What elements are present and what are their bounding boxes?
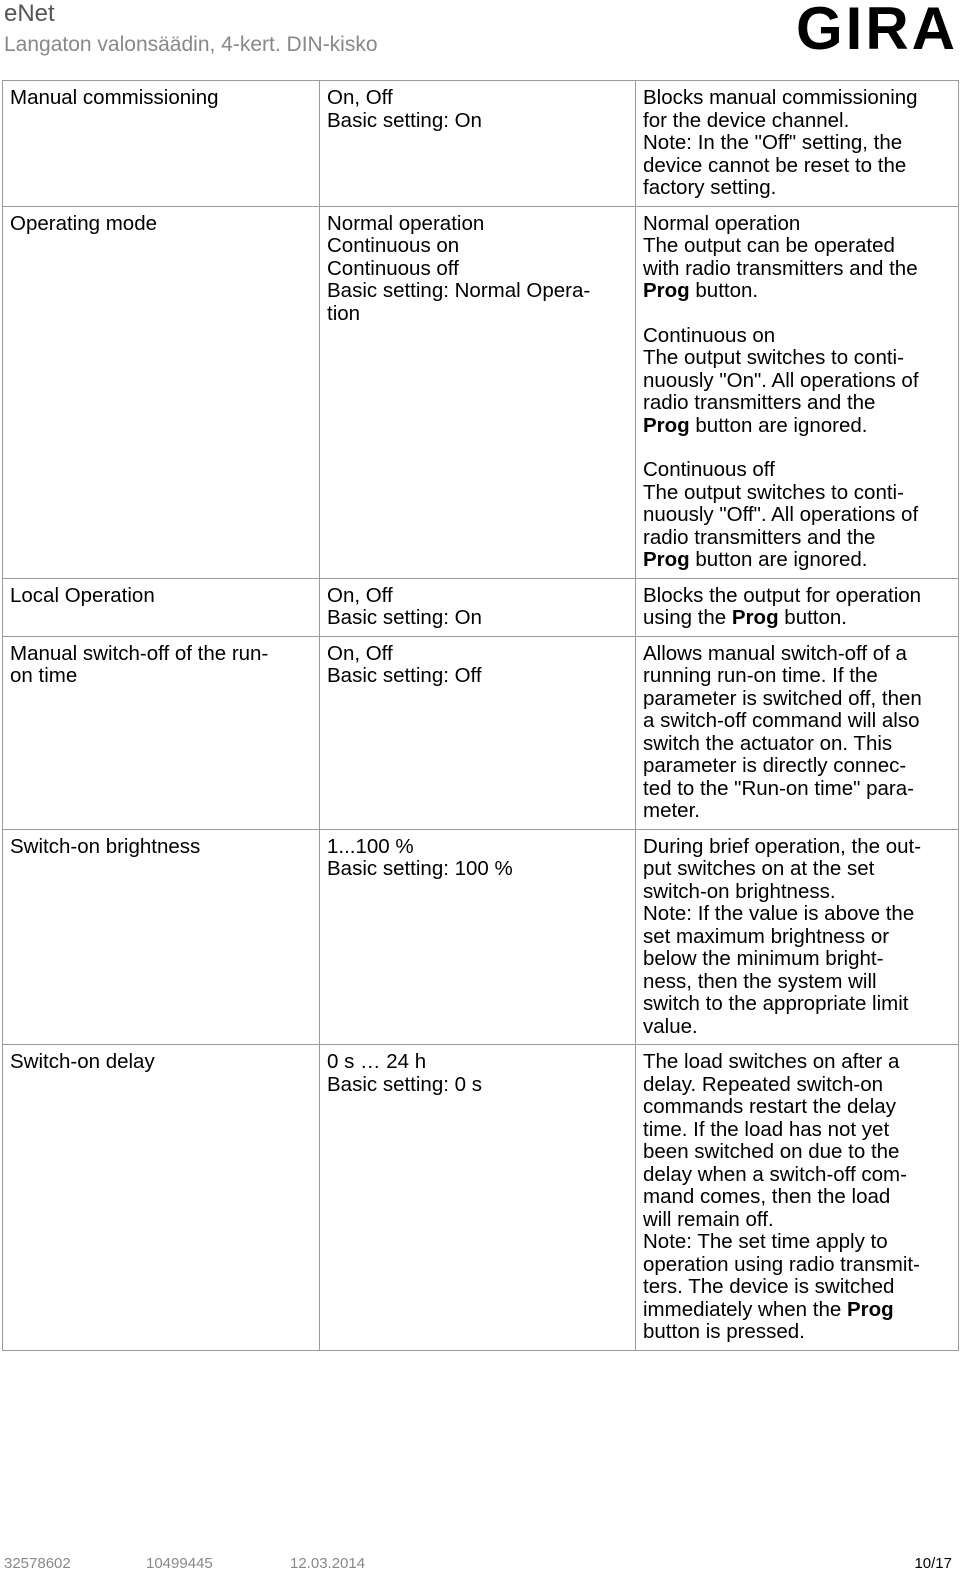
description-text: The output switches to conti- <box>643 480 904 504</box>
parameter-values <box>320 578 636 636</box>
description-text: button are ignored. <box>689 413 868 437</box>
parameter-value-line: On, Off <box>327 583 393 607</box>
description-line <box>643 258 952 281</box>
description-text: with radio transmitters and the <box>643 256 918 280</box>
parameter-description <box>636 206 959 578</box>
parameter-description <box>636 1045 959 1351</box>
table-row <box>3 81 959 207</box>
description-line <box>643 132 952 155</box>
description-text: Continuous off <box>643 458 775 481</box>
description-line <box>643 665 952 688</box>
description-line <box>643 280 952 303</box>
parameter-value-line: Basic setting: Normal Opera- <box>327 279 591 302</box>
description-line <box>643 800 952 823</box>
parameter-description <box>636 81 959 207</box>
description-line <box>643 1321 952 1344</box>
parameter-values <box>320 1045 636 1351</box>
parameter-name-line: Local Operation <box>10 583 155 607</box>
description-line <box>643 549 952 572</box>
description-text: factory setting. <box>643 176 777 199</box>
description-text: immediately when the <box>643 1297 847 1321</box>
description-text: nuously "On". All operations of <box>643 368 919 392</box>
footer-code: 10499445 <box>146 1555 213 1572</box>
parameter-description <box>636 578 959 636</box>
parameter-name <box>3 206 320 578</box>
paragraph-gap <box>643 303 952 325</box>
description-line <box>643 110 952 133</box>
description-text: radio transmitters and the <box>643 525 876 549</box>
description-text: for the device channel. <box>643 108 850 132</box>
description-text: The output can be operated <box>643 234 895 257</box>
parameter-name-line: Operating mode <box>10 211 158 235</box>
parameter-values <box>320 636 636 829</box>
description-text: The load switches on after a <box>643 1050 900 1073</box>
description-line <box>643 1299 952 1322</box>
description-text: set maximum brightness or <box>643 924 890 948</box>
table-row <box>3 636 959 829</box>
description-text: delay when a switch-off com- <box>643 1162 907 1186</box>
parameter-values <box>320 81 636 207</box>
description-text: meter. <box>643 799 700 822</box>
description-text: button. <box>778 606 847 629</box>
description-text: device cannot be reset to the <box>643 153 907 177</box>
parameter-value-line: Continuous on <box>327 234 460 257</box>
description-line <box>643 688 952 711</box>
description-text: been switched on due to the <box>643 1140 900 1163</box>
description-text: mand comes, then the load <box>643 1185 891 1208</box>
description-text: time. If the load has not yet <box>643 1117 890 1141</box>
description-text: switch the actuator on. This <box>643 731 893 755</box>
description-line <box>643 1254 952 1277</box>
description-line <box>643 87 952 110</box>
description-text: Blocks the output for operation <box>643 583 922 607</box>
description-text: running run-on time. If the <box>643 664 878 687</box>
description-line <box>643 733 952 756</box>
description-text: value. <box>643 1014 698 1038</box>
table-row <box>3 829 959 1045</box>
description-text: switch to the appropriate limit <box>643 992 909 1015</box>
header-subtitle: Langaton valonsäädin, 4-kert. DIN-kisko <box>4 33 378 56</box>
description-line <box>643 1096 952 1119</box>
description-text: The output switches to conti- <box>643 346 904 369</box>
description-text: parameter is directly connec- <box>643 754 907 777</box>
description-text: switch-on brightness. <box>643 879 836 903</box>
description-text: a switch-off command will also <box>643 709 920 732</box>
description-line <box>643 607 952 630</box>
description-line <box>643 347 952 370</box>
description-text: button. <box>689 279 759 302</box>
parameter-values <box>320 829 636 1045</box>
gira-logo: GIRA <box>796 0 958 62</box>
description-line <box>643 710 952 733</box>
footer-date: 12.03.2014 <box>290 1555 366 1572</box>
description-line <box>643 1231 952 1254</box>
parameter-value-line: Basic setting: On <box>327 108 482 132</box>
parameter-name <box>3 578 320 636</box>
description-text: operation using radio transmit- <box>643 1252 920 1276</box>
parameter-value-line: Basic setting: Off <box>327 664 482 687</box>
description-text: parameter is switched off, then <box>643 686 922 710</box>
parameter-name <box>3 81 320 207</box>
description-line <box>643 903 952 926</box>
parameter-description <box>636 829 959 1045</box>
parameter-values <box>320 206 636 578</box>
parameter-value-line: 0 s … 24 h <box>327 1050 427 1073</box>
description-line <box>643 585 952 608</box>
description-line <box>643 527 952 550</box>
description-line <box>643 459 952 482</box>
description-line <box>643 325 952 348</box>
parameter-name-line: Switch-on delay <box>10 1050 155 1073</box>
description-line <box>643 1276 952 1299</box>
description-line <box>643 1164 952 1187</box>
parameter-name-line: Switch-on brightness <box>10 834 201 858</box>
description-line <box>643 1051 952 1074</box>
parameter-value-line: Continuous off <box>327 256 459 280</box>
parameter-value-line: Normal operation <box>327 211 485 235</box>
description-line <box>643 755 952 778</box>
description-line <box>643 778 952 801</box>
bold-term: Prog <box>643 548 690 571</box>
description-text: radio transmitters and the <box>643 391 876 414</box>
description-text: below the minimum bright- <box>643 947 884 970</box>
description-text: using the <box>643 606 732 629</box>
description-line <box>643 836 952 859</box>
description-text: Continuous on <box>643 323 776 347</box>
parameter-name-line: Manual commissioning <box>10 86 219 109</box>
table-row <box>3 206 959 578</box>
description-line <box>643 213 952 236</box>
parameter-value-line: On, Off <box>327 641 393 665</box>
description-text: button are ignored. <box>689 548 868 571</box>
footer-page: 10/17 <box>914 1555 952 1572</box>
header-brand: eNet <box>4 0 55 27</box>
description-line <box>643 993 952 1016</box>
description-text: Normal operation <box>643 211 801 235</box>
description-text: Note: The set time apply to <box>643 1230 888 1253</box>
description-line <box>643 881 952 904</box>
bold-term: Prog <box>731 606 779 629</box>
description-text: button is pressed. <box>643 1320 805 1343</box>
footer-doc-number: 32578602 <box>4 1555 71 1572</box>
description-text: Allows manual switch-off of a <box>643 641 907 665</box>
parameter-value-line: tion <box>327 301 361 325</box>
description-line <box>643 1119 952 1142</box>
description-line <box>643 1016 952 1039</box>
description-line <box>643 971 952 994</box>
parameter-value-line: On, Off <box>327 86 393 109</box>
description-text: Note: In the "Off" setting, the <box>643 131 903 154</box>
table-row <box>3 578 959 636</box>
description-line <box>643 926 952 949</box>
parameter-table <box>2 80 959 1351</box>
description-line <box>643 392 952 415</box>
parameter-name <box>3 1045 320 1351</box>
description-text: delay. Repeated switch-on <box>643 1072 884 1096</box>
description-text: put switches on at the set <box>643 857 875 880</box>
description-line <box>643 858 952 881</box>
description-text: Note: If the value is above the <box>643 902 915 925</box>
description-line <box>643 504 952 527</box>
description-line <box>643 1209 952 1232</box>
description-text: During brief operation, the out- <box>643 834 922 858</box>
description-line <box>643 643 952 666</box>
parameter-description <box>636 636 959 829</box>
description-text: ters. The device is switched <box>643 1275 895 1298</box>
parameter-name <box>3 829 320 1045</box>
description-line <box>643 1186 952 1209</box>
paragraph-gap <box>643 437 952 459</box>
table-row <box>3 1045 959 1351</box>
bold-term: Prog <box>846 1297 894 1321</box>
description-line <box>643 482 952 505</box>
parameter-name <box>3 636 320 829</box>
parameter-name-line: Manual switch-off of the run- <box>10 641 269 665</box>
description-text: commands restart the delay <box>643 1095 896 1118</box>
description-line <box>643 177 952 200</box>
parameter-name-line: on time <box>10 664 78 687</box>
parameter-value-line: Basic setting: 0 s <box>327 1072 482 1096</box>
description-line <box>643 415 952 438</box>
parameter-value-line: Basic setting: 100 % <box>327 857 513 880</box>
description-text: nuously "Off". All operations of <box>643 503 919 526</box>
description-line <box>643 370 952 393</box>
description-text: will remain off. <box>643 1207 774 1231</box>
bold-term: Prog <box>643 279 690 302</box>
description-line <box>643 1074 952 1097</box>
description-text: Blocks manual commissioning <box>643 86 918 109</box>
description-text: ness, then the system will <box>643 969 877 993</box>
description-line <box>643 155 952 178</box>
parameter-value-line: 1...100 % <box>327 834 414 858</box>
description-line <box>643 1141 952 1164</box>
parameter-value-line: Basic setting: On <box>327 606 482 629</box>
description-line <box>643 948 952 971</box>
bold-term: Prog <box>643 413 690 437</box>
description-text: ted to the "Run-on time" para- <box>643 776 914 800</box>
description-line <box>643 235 952 258</box>
